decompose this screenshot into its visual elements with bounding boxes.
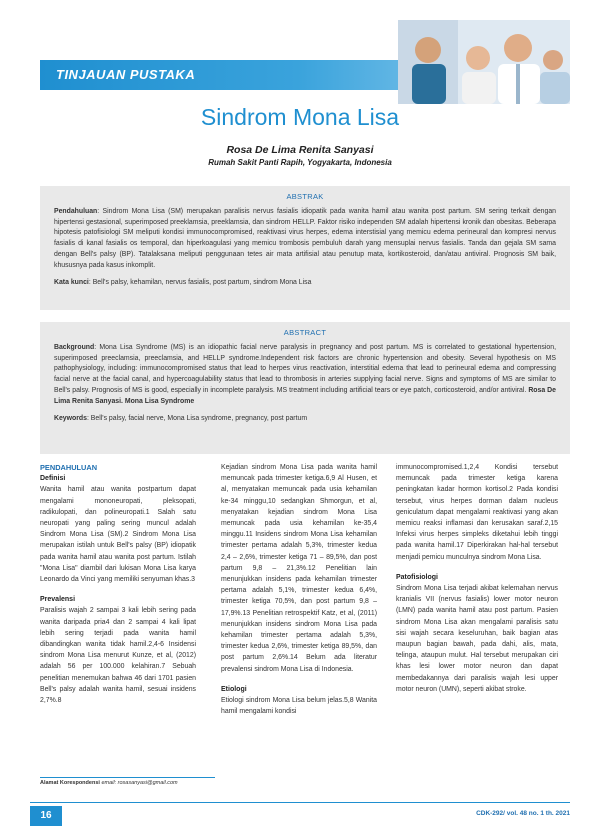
abstract-lead: Background bbox=[54, 344, 95, 351]
column-1 bbox=[40, 462, 196, 706]
subheading-etiologi: Etiologi bbox=[221, 685, 247, 693]
journal-info: CDK-292/ vol. 48 no. 1 th. 2021 bbox=[476, 810, 570, 817]
footer-rule bbox=[30, 802, 570, 803]
keywords-text: : Bell's palsy, facial nerve, Mona Lisa syndrome, pregnancy, post partum bbox=[86, 415, 308, 423]
article-title: Sindrom Mona Lisa bbox=[200, 104, 400, 130]
author-name: Rosa De Lima Renita Sanyasi bbox=[226, 144, 374, 156]
abstrak-lead: Pendahuluan bbox=[54, 208, 98, 215]
correspondence-label: Alamat Korespondensi bbox=[40, 780, 100, 786]
subheading-prevalensi: Prevalensi bbox=[40, 596, 76, 604]
abstrak-box bbox=[40, 186, 570, 310]
section-label: TINJAUAN PUSTAKA bbox=[56, 67, 196, 82]
author-affiliation: Rumah Sakit Panti Rapih, Yogyakarta, Indonesia bbox=[208, 158, 392, 167]
correspondence-email: email: rosasanyasi@gmail.com bbox=[101, 780, 178, 786]
kata-kunci-label: Kata kunci bbox=[54, 279, 89, 287]
kata-kunci bbox=[54, 279, 556, 286]
section-heading-pendahuluan: PENDAHULUAN bbox=[40, 463, 98, 472]
abstract-box bbox=[40, 322, 570, 454]
paragraph-immuno: immunocompromised.1,2,4 Kondisi tersebut memuncak pada trimester ketiga karena peningkatan kadar hormon kortisol.2 Pada kondisi tersebut, virus herpes dorman dalam nucleus geniculatum dapat mengalami reaktivasi yang akan memicu reaksi inflamasi dan kerusakan saraf.2,15 Infeksi virus herpes simpleks diketahui lebih tinggi pada wanita hamil.17 Diperkirakan hal-hal tersebut menjadi pemicu munculnya sindrom Mona Lisa. bbox=[396, 464, 558, 561]
subheading-patofisiologi: Patofisiologi bbox=[396, 573, 438, 581]
header-photo bbox=[398, 20, 570, 104]
paragraph-definisi: Wanita hamil atau wanita postpartum dapat mengalami mononeuropati, pleksopati, radikulopati, dan polineuropati.1 Salah satu neuropati yang paling sering muncul adalah Sindrom Mona Lisa (SM).2 Sindrom Mona Lisa merupakan istilah untuk Bell's palsy (BP) idiopatik pada wanita hamil atau wanita post partum. Istilah "Mona Lisa" diambil dari lukisan Mona Lisa karya Leonardo da Vinci yang memiliki senyuman khas.3 bbox=[40, 486, 196, 584]
paragraph-patofisiologi: Sindrom Mona Lisa terjadi akibat kelemahan nervus kranialis VII (nervus fasialis) lower motor neuron (LMN) pada wanita hamil atau post partum. Pasien sindrom Mona Lisa akan mengalami paralisis satu sisi wajah secara keseluruhan, baik bagian atas maupun bagian bawah, pada dahi, alis, mata, telinga, ataupun mulut. Hal tersebut merupakan ciri khas lesi lower motor neuron dan dapat membedakannya dari paralisis wajah lesi upper motor neuron (UMN), seperti akibat stroke. bbox=[396, 585, 558, 693]
column-3 bbox=[396, 462, 558, 695]
abstrak-text bbox=[54, 207, 556, 271]
page-number: 16 bbox=[30, 806, 62, 826]
paragraph-etiologi: Etiologi sindrom Mona Lisa belum jelas.5,8 Wanita hamil mengalami kondisi bbox=[221, 697, 377, 716]
abstract-body: : Mona Lisa Syndrome (MS) is an idiopathic facial nerve paralysis in pregnancy and post partum. MS is correlated to gestational hypertension, superimposed preeclamsia, preeclamsia, and HELLP syndrome.Independent risk factors are chronic hypertension and obesity. Several hypothesis on MS pathophysiology, including: immunocompromised status that lead to herpes virus reactivation, interstitial edema that lead to perineural edema and compressing facial nerve at the facial canal, and hypercoagulability status that lead to thrombosis in arteries supplying facial nerve. Signs and symptoms of MS are similar to Bell's palsy. Prognosis of MS is good, especially in incomplete paralysis. MS treatment including artificial tears or eye patch, corticosteroid, and/or antiviral. bbox=[54, 344, 556, 394]
correspondence-note bbox=[40, 777, 215, 786]
paragraph-kejadian: Kejadian sindrom Mona Lisa pada wanita hamil memuncak pada trimester ketiga.6,9 Al Husen, et al, menyatakan memuncak pada usia kehamilan ke-34 minggu,10 sedangkan Shmorgun, et al, menyatakan kejadian sindrom Mona Lisa memuncak pada usia kehamilan ke-35,4 minggu.11 Insidens sindrom Mona Lisa kehamilan trimester pertama adalah 5,3%, trimester kedua 2,4 – 2,6%, trimester ketiga 71 – 89,5%, dan post partum 9,8 – 21,3%.12 Penelitian lain menunjukkan insidens pada kehamilan trimester pertama adalah 5,1%, trimester kedua 6,4%, trimester ketiga 70,5%, dan post partum 9,8 – 17,9%.13 Penelitian retrospektif Katz, et al, (2011) menunjukkan insidens sindrom Mona Lisa pada kehamilan trimester pertama adalah 5,3%, trimester kedua 2,6%, trimester ketiga 89,5%, dan post partum 2,6%.14 Belum ada literatur prevalensi sindrom Mona Lisa di Indonesia. bbox=[221, 464, 377, 673]
doctor-family-illustration bbox=[398, 20, 570, 104]
column-2 bbox=[221, 462, 377, 717]
keywords-label: Keywords bbox=[54, 415, 87, 423]
abstrak-body: : Sindrom Mona Lisa (SM) merupakan paralisis nervus fasialis idiopatik pada wanita hamil atau wanita post partum. SM sering terkait dengan hipertensi gestasional, superimposed preeklamsia, preeklamsia, dan sindrom HELLP. Faktor risiko independen SM adalah hipertensi kronik dan obesitas. Beberapa hipotesis patofisiologi SM meliputi kondisi immunocompromised, reaktivasi virus herpes, edema interstisial yang memicu edema perineural dan kompresi nervus fasialis di kanal fasialis os temporal, dan hiperkoagulasi yang memicu trombosis pembuluh darah yang mensuplai nervus fasialis. Tanda dan gejala SM sama dengan Bell's palsy (BP). Tatalaksana meliputi penggunaan tetes air mata artifisial atau penutup mata, kortikosteroid, dan/atau antiviral. Prognosis SM baik, khususnya pada kasus inkomplit. bbox=[54, 208, 556, 269]
abstract-sign: Rosa De Lima Renita Sanyasi. Mona Lisa Syndrome bbox=[54, 386, 556, 405]
paragraph-prevalensi: Paralisis wajah 2 sampai 3 kali lebih sering pada wanita daripada pria4 dan 2 sampai 4 kali lipat lebih sering terjadi pada wanita hamil dibandingkan wanita tidak hamil.2,4-6 Insidensi sindrom Mona Lisa menurut Kunze, et al, (2012) adalah 56 per 100.000 kelahiran.7 Sebuah penelitian menemukan bahwa 46 dari 1701 pasien Bell's palsy adalah wanita hamil, sesuai insidens 2,7%.8 bbox=[40, 607, 196, 705]
abstract-text bbox=[54, 343, 556, 407]
subheading-definisi: Definisi bbox=[40, 475, 66, 483]
abstrak-heading: ABSTRAK bbox=[286, 192, 324, 201]
keywords bbox=[54, 415, 556, 422]
abstract-heading: ABSTRACT bbox=[283, 328, 327, 337]
kata-kunci-text: : Bell's palsy, kehamilan, nervus fasialis, post partum, sindrom Mona Lisa bbox=[88, 279, 312, 287]
